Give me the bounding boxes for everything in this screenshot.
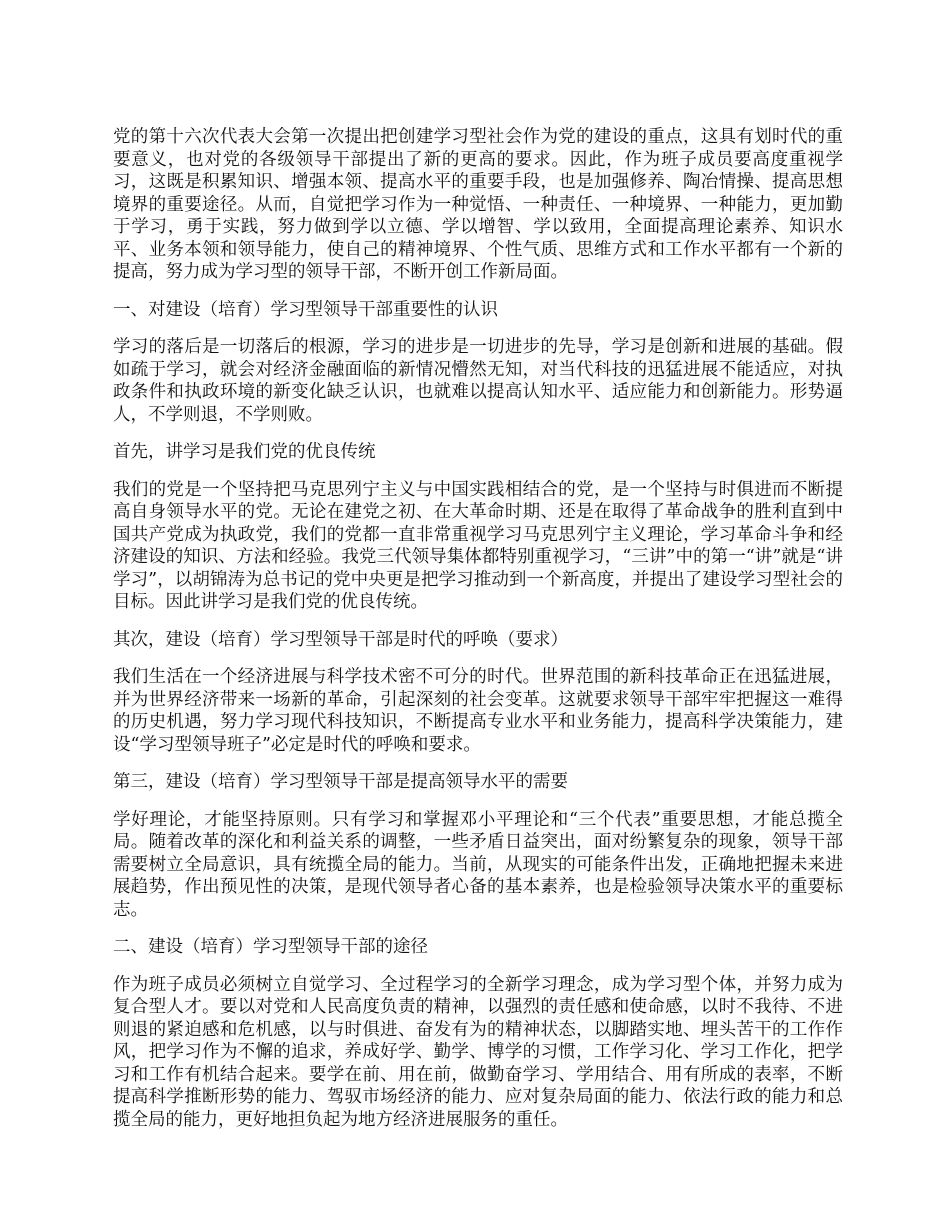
body-paragraph-4: 学好理论，才能坚持原则。只有学习和掌握邓小平理论和“三个代表”重要思想，才能总揽全局。随着改革的深化和利益关系的调整，一些矛盾日益突出，面对纷繁复杂的现象，领导干部需要树立全局意识，具有统揽全局的能力。当前，从现实的可能条件出发，正确地把握未来进展趋势，作出预见性的决策，是现代领导者心备的基本素养，也是检验领导决策水平的重要标志。: [113, 809, 843, 920]
body-paragraph-2: 我们的党是一个坚持把马克思列宁主义与中国实践相结合的党，是一个坚持与时俱进而不断提高自身领导水平的党。无论在建党之初、在大革命时期、还是在取得了革命战争的胜利直到中国共产党成为执政党，我们的党都一直非常重视学习马克思列宁主义理论，学习革命斗争和经济建设的知识、方法和经验。我党三代领导集体都特别重视学习，“三讲”中的第一“讲”就是“讲学习”，以胡锦涛为总书记的党中央更是把学习推动到一个新高度，并提出了建设学习型社会的目标。因此讲学习是我们党的优良传统。: [113, 479, 843, 612]
sub-heading-2: 其次，建设（培育）学习型领导干部是时代的呼唤（要求）: [113, 629, 568, 650]
body-paragraph-3: 我们生活在一个经济进展与科学技术密不可分的时代。世界范围的新科技革命正在迅猛进展，并为世界经济带来一场新的革命，引起深刻的社会变革。这就要求领导干部牢牢把握这一难得的历史机遇，努力学习现代科技知识，不断提高专业水平和业务能力，提高科学决策能力，建设“学习型领导班子”必定是时代的呼唤和要求。: [113, 667, 843, 755]
sub-heading-3: 第三，建设（培育）学习型领导干部是提高领导水平的需要: [113, 772, 568, 792]
section-heading-2: 二、建设（培育）学习型领导干部的途径: [113, 937, 428, 957]
document-page: [113, 126, 843, 1146]
intro-paragraph: 党的第十六次代表大会第一次提出把创建学习型社会作为党的建设的重点，这具有划时代的重要意义，也对党的各级领导干部提出了新的更高的要求。因此，作为班子成员要高度重视学习，这既是积累知识、增强本领、提高水平的重要手段，也是加强修养、陶冶情操、提高思想境界的重要途径。从而，自觉把学习作为一种觉悟、一种责任、一种境界、一种能力，更加勤于学习，勇于实践，努力做到学以立德、学以增智、学以致用，全面提高理论素养、知识水平、业务本领和领导能力，使自己的精神境界、个性气质、思维方式和工作水平都有一个新的提高，努力成为学习型的领导干部，不断开创工作新局面。: [113, 127, 843, 282]
sub-heading-1: 首先，讲学习是我们党的优良传统: [113, 442, 376, 462]
body-paragraph-1: 学习的落后是一切落后的根源，学习的进步是一切进步的先导，学习是创新和进展的基础。假如疏于学习，就会对经济金融面临的新情况懵然无知，对当代科技的迅猛进展不能适应，对执政条件和执政环境的新变化缺乏认识，也就难以提高认知水平、适应能力和创新能力。形势逼人，不学则退，不学则败。: [113, 337, 843, 425]
body-paragraph-5: 作为班子成员必须树立自觉学习、全过程学习的全新学习理念，成为学习型个体，并努力成为复合型人才。要以对党和人民高度负责的精神，以强烈的责任感和使命感，以时不我待、不进则退的紧迫感和危机感，以与时俱进、奋发有为的精神状态，以脚踏实地、埋头苦干的工作作风，把学习作为不懈的追求，养成好学、勤学、博学的习惯，工作学习化、学习工作化，把学习和工作有机结合起来。要学在前、用在前，做勤奋学习、学用结合、用有所成的表率，不断提高科学推断形势的能力、驾驭市场经济的能力、应对复杂局面的能力、依法行政的能力和总揽全局的能力，更好地担负起为地方经济进展服务的重任。: [113, 974, 843, 1130]
section-heading-1: 一、对建设（培育）学习型领导干部重要性的认识: [113, 299, 498, 320]
